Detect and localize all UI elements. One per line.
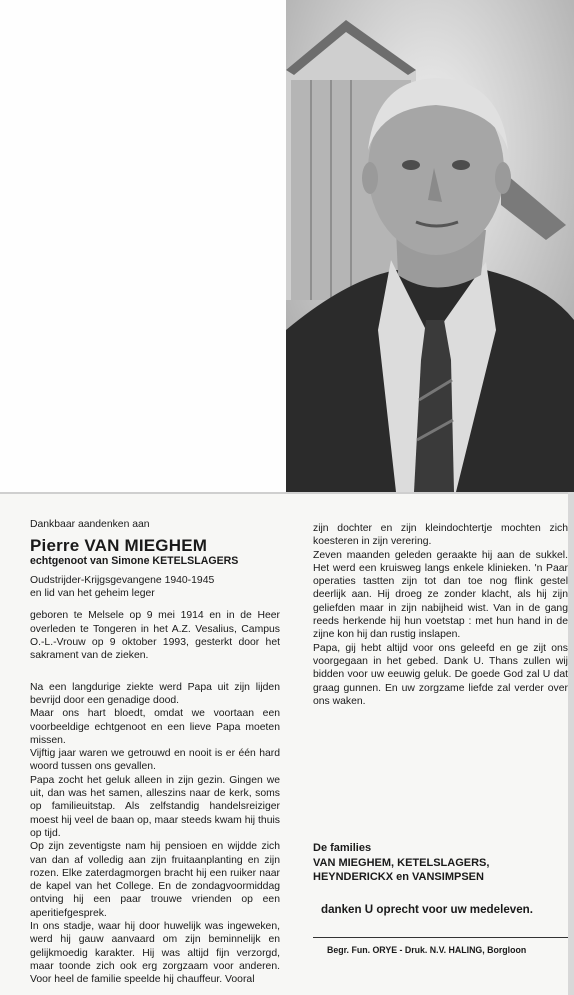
paragraph-town: In ons stadje, waar hij door huwelijk was ingeweken, werd hij gauw aanvaard om zijn beminnelijk en gelijkmoedig karakter. Hij was altijd fijn verzorgd, maar toonde zich ook erg zorgzaam voor anderen. Voor heel de familie speelde hij chauffeur. Vooral [30,921,280,986]
birth-death-paragraph: geboren te Melsele op 9 mei 1914 en in de Heer overleden te Tongeren in het A.Z. Vesalius, Campus O.-L.-Vrouw op 9 oktober 1993, gesterkt door het sakrament van de zieken. [30,610,280,662]
families-names-2: HEYNDERICKX en VANSIMPSEN [313,871,484,883]
card-fold-divider [0,492,574,494]
deceased-name: Pierre VAN MIEGHEM [30,536,208,556]
spouse-line: echtgenoot van Simone KETELSLAGERS [30,554,239,567]
role-line-1: Oudstrijder-Krijgsgevangene 1940-1945 [30,574,215,586]
paragraph-retirement: Op zijn zeventigste nam hij pensioen en wijdde zich van dan af volledig aan zijn fruitaanplanting en zijn rozen. Elke zaterdagmorgen bracht hij een ruiker naar de kapel van het College. En de zondagvoormiddag ontving hij een paar trouwe vrienden op een aperitiefgesprek. [30,841,280,919]
paragraph-farewell: Papa, gij hebt altijd voor ons geleefd en ge zijt ons voorgegaan in het gebed. Dank U. Thans zullen wij bidden voor uw eeuwig geluk. De goede God zal U dat graag gunnen. En uw zorgzame liefde zal verder over ons waken. [313,642,568,707]
portrait-photo [286,0,574,492]
families-block [313,841,563,885]
memorial-left-column [30,518,280,987]
role-line-2: en lid van het geheim leger [30,588,155,600]
paragraph-last-months: Zeven maanden geleden geraakte hij aan de sukkel. Het werd een kruisweg langs enkele klinieken. 'n Paar operaties tastten zijn tot dan toe nog flink gestel deerlijk aan. Hij droeg ze zonder klacht, als hij zijn geliefden maar in zijn nabijheid wist. Van in de gang reeds herkende hij hun voetstap : met hun hand in de zijne kon hij dan rustig inslapen. [313,549,568,641]
card-front-blank [0,0,286,492]
intro-line: Dankbaar aandenken aan [30,519,150,530]
paragraph-illness: Na een langdurige ziekte werd Papa uit zijn lijden bevrijd door een genadige dood. [30,681,280,706]
paragraph-granddaughter: zijn dochter en zijn kleindochtertje mochten zich koesteren in zijn verering. [313,523,568,548]
printer-credit: Begr. Fun. ORYE - Druk. N.V. HALING, Borgloon [327,945,527,955]
families-heading: De families [313,842,372,854]
memorial-right-column [313,522,568,708]
families-names-1: VAN MIEGHEM, KETELSLAGERS, [313,856,490,869]
card-edge-shadow [568,492,574,995]
paragraph-marriage: Vijftig jaar waren we getrouwd en nooit is er één hard woord tussen ons gevallen. [30,748,280,773]
thanks-line: danken U oprecht voor uw medeleven. [321,903,533,916]
portrait-illustration [286,0,574,492]
printer-rule [313,937,568,938]
paragraph-family: Papa zocht het geluk alleen in zijn gezin. Gingen we uit, dan was het samen, alleszins naar de kerk, soms op familieuitstap. Als zelfstandig handelsreiziger moest hij veel de baan op, maar steeds kwam hij thuis op tijd. [30,774,280,839]
paragraph-heart: Maar ons hart bloedt, omdat we voortaan een voorbeeldige echtgenoot en een lieve Papa moeten missen. [30,708,280,746]
